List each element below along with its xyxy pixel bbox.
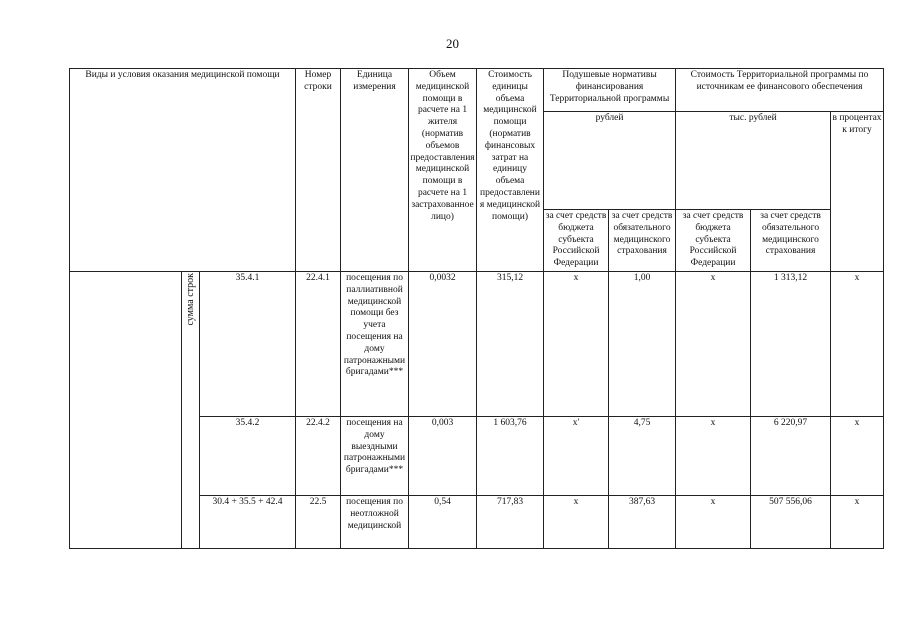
blank-cell bbox=[70, 272, 182, 549]
cell-sum: 35.4.2 bbox=[200, 417, 296, 496]
cell-volume: 0,0032 bbox=[409, 272, 477, 417]
header-row-1 bbox=[70, 69, 884, 112]
header-oms: за счет средств обязательного медицинского страхования bbox=[609, 210, 676, 272]
header-unit: Единица измерения bbox=[341, 69, 409, 272]
table-row bbox=[70, 272, 884, 417]
side-label: сумма строк bbox=[184, 273, 196, 326]
cell-pc-oms: 1,00 bbox=[609, 272, 676, 417]
norms-table bbox=[69, 68, 884, 549]
cell-row-number: 22.4.1 bbox=[296, 272, 341, 417]
cell-cost: 717,83 bbox=[477, 496, 544, 549]
cell-pc-oms: 387,63 bbox=[609, 496, 676, 549]
cell-pc-budget: x bbox=[544, 272, 609, 417]
cell-tc-oms: 1 313,12 bbox=[751, 272, 831, 417]
cell-pc-budget: x' bbox=[544, 417, 609, 496]
header-budget-2: за счет средств бюджета субъекта Российской Федерации bbox=[676, 210, 751, 272]
cell-pct: x bbox=[831, 417, 884, 496]
cell-cost: 1 603,76 bbox=[477, 417, 544, 496]
cell-tc-budget: x bbox=[676, 417, 751, 496]
cell-tc-oms: 507 556,06 bbox=[751, 496, 831, 549]
header-unit-cost: Стоимость единицы объема медицинской помощи (норматив финансовых затрат на единицу объема предоставления медицинской помощи) bbox=[477, 69, 544, 272]
cell-row-number: 22.5 bbox=[296, 496, 341, 549]
cell-unit: посещения по паллиативной медицинской помощи без учета посещения на дому патронажными бригадами*** bbox=[341, 272, 409, 417]
header-oms-2: за счет средств обязательного медицинского страхования bbox=[751, 210, 831, 272]
cell-unit: посещения на дому выездными патронажными бригадами*** bbox=[341, 417, 409, 496]
cell-tc-budget: x bbox=[676, 496, 751, 549]
cell-cost: 315,12 bbox=[477, 272, 544, 417]
header-percent: в процентах к итогу bbox=[831, 112, 884, 272]
cell-row-number: 22.4.2 bbox=[296, 417, 341, 496]
cell-sum: 30.4 + 35.5 + 42.4 bbox=[200, 496, 296, 549]
cell-pc-budget: x bbox=[544, 496, 609, 549]
page-number: 20 bbox=[446, 36, 459, 51]
cell-tc-oms: 6 220,97 bbox=[751, 417, 831, 496]
header-rubles: рублей bbox=[544, 112, 676, 210]
cell-pct: x bbox=[831, 272, 884, 417]
header-thousand-rubles: тыс. рублей bbox=[676, 112, 831, 210]
header-volume: Объем медицинской помощи в расчете на 1 жителя (норматив объемов предоставления медицинской помощи в расчете на 1 застрахованное лицо) bbox=[409, 69, 477, 272]
header-per-capita: Подушевые нормативы финансирования Территориальной программы bbox=[544, 69, 676, 112]
header-type-conditions: Виды и условия оказания медицинской помощи bbox=[70, 69, 296, 272]
cell-unit: посещения по неотложной медицинской bbox=[341, 496, 409, 549]
cell-volume: 0,003 bbox=[409, 417, 477, 496]
cell-tc-budget: x bbox=[676, 272, 751, 417]
cell-volume: 0,54 bbox=[409, 496, 477, 549]
header-budget: за счет средств бюджета субъекта Российской Федерации bbox=[544, 210, 609, 272]
header-territorial-cost: Стоимость Территориальной программы по источникам ее финансового обеспечения bbox=[676, 69, 884, 112]
cell-sum: 35.4.1 bbox=[200, 272, 296, 417]
cell-pct: x bbox=[831, 496, 884, 549]
header-row-number: Номер строки bbox=[296, 69, 341, 272]
side-label-cell bbox=[182, 272, 200, 549]
cell-pc-oms: 4,75 bbox=[609, 417, 676, 496]
